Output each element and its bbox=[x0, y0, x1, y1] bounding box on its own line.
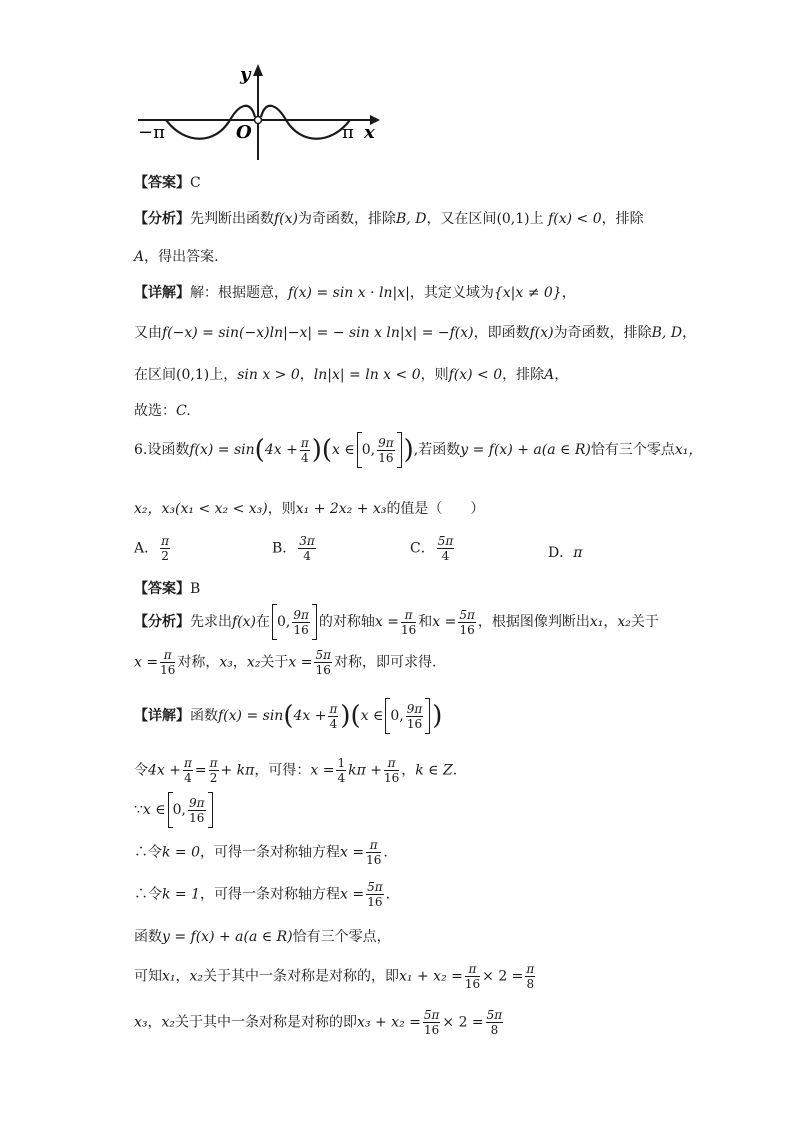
formula: f(x) bbox=[232, 614, 257, 630]
option-b[interactable] bbox=[272, 534, 318, 563]
formula: k ∈ Z bbox=[415, 762, 453, 779]
formula: y = f(x) + a(a ∈ R) bbox=[460, 442, 591, 458]
formula: 0, bbox=[277, 614, 291, 630]
fraction bbox=[160, 534, 170, 563]
detail-1-line-4 bbox=[134, 400, 191, 420]
paren: ) bbox=[311, 435, 322, 465]
text: 上， bbox=[209, 367, 238, 383]
fraction bbox=[300, 436, 310, 465]
text: ， bbox=[561, 285, 576, 301]
fraction bbox=[188, 796, 206, 825]
den: 16 bbox=[459, 622, 475, 637]
text: 令 bbox=[134, 762, 148, 779]
text: 又由 bbox=[134, 325, 162, 341]
text: ， bbox=[232, 654, 247, 671]
formula: f(x) = sin x · ln|x| bbox=[288, 285, 410, 301]
den: 16 bbox=[423, 1023, 440, 1037]
option-label: D． bbox=[548, 545, 574, 561]
formula: f(x) bbox=[529, 325, 554, 341]
formula: x₂， bbox=[134, 501, 162, 517]
origin-hole bbox=[255, 117, 262, 124]
fraction bbox=[209, 756, 219, 785]
text: 先判断出函数 bbox=[190, 211, 274, 227]
num: π bbox=[401, 608, 416, 623]
formula: x₃(x₁ < x₂ < x₃) bbox=[161, 501, 268, 517]
bracket bbox=[312, 604, 317, 640]
den: 16 bbox=[400, 622, 417, 637]
answer-value: C bbox=[190, 175, 201, 191]
text: ， bbox=[299, 367, 314, 383]
text: ， bbox=[682, 325, 697, 341]
fraction bbox=[183, 756, 193, 785]
text: 设函数 bbox=[147, 442, 190, 458]
analysis-2-line-1 bbox=[134, 604, 659, 640]
text: A bbox=[134, 249, 145, 265]
num: 9π bbox=[293, 607, 309, 622]
fraction bbox=[366, 880, 384, 909]
num: 5π bbox=[367, 880, 383, 894]
den: 16 bbox=[383, 771, 400, 785]
detail-1-line-3 bbox=[134, 364, 568, 384]
bracket bbox=[397, 432, 402, 468]
num: 5π bbox=[423, 1008, 440, 1022]
text: ，则 bbox=[420, 367, 449, 383]
question-6-line-1 bbox=[134, 432, 702, 468]
formula: x = bbox=[310, 762, 335, 779]
formula: x = bbox=[432, 614, 457, 630]
den: 16 bbox=[378, 450, 394, 465]
text: 的值是（ ） bbox=[386, 501, 485, 517]
formula: x ∈ bbox=[360, 708, 384, 724]
text: 先求出 bbox=[190, 614, 232, 630]
paren: ( bbox=[350, 701, 361, 731]
origin-label: O bbox=[236, 122, 252, 143]
formula: x₁ bbox=[162, 968, 176, 985]
text: . bbox=[452, 762, 458, 779]
answer-value: B bbox=[190, 581, 201, 597]
formula: kπ + bbox=[348, 762, 382, 779]
fraction bbox=[160, 648, 175, 677]
fraction bbox=[406, 702, 424, 731]
answer-line-1 bbox=[134, 172, 201, 192]
analysis-tag: 【分析】 bbox=[134, 211, 190, 227]
formula: x = bbox=[340, 886, 365, 903]
paren: ( bbox=[254, 435, 265, 465]
formula: (0,1) bbox=[176, 367, 210, 383]
option-d[interactable] bbox=[548, 542, 582, 562]
analysis-tag: 【分析】 bbox=[134, 614, 190, 630]
den: 16 bbox=[189, 810, 205, 825]
den: 4 bbox=[337, 771, 346, 785]
option-label: C． bbox=[410, 540, 435, 557]
curve-right bbox=[261, 106, 350, 139]
formula: x₁ bbox=[589, 614, 604, 630]
option-c[interactable] bbox=[410, 534, 456, 563]
fraction bbox=[486, 1008, 504, 1037]
formula: 0, bbox=[172, 802, 186, 818]
num: π bbox=[300, 435, 309, 450]
analysis-1-line-2 bbox=[134, 246, 219, 266]
formula: x₂ bbox=[161, 1014, 176, 1031]
num: 5π bbox=[315, 648, 331, 662]
detail-tag: 【详解】 bbox=[134, 708, 190, 724]
formula: x₃ bbox=[219, 654, 233, 671]
formula: x₃ bbox=[134, 1014, 148, 1031]
den: 4 bbox=[184, 771, 192, 785]
formula: 0, bbox=[390, 708, 404, 724]
formula: x₁ + 2x₂ + x₃ bbox=[295, 501, 387, 517]
den: 16 bbox=[464, 977, 481, 991]
fraction bbox=[458, 608, 476, 637]
detail-2-line-6 bbox=[134, 926, 391, 946]
text: ，排除 bbox=[502, 367, 545, 383]
formula: f(x) bbox=[274, 211, 299, 227]
formula: x₁ + x₂ = bbox=[399, 968, 463, 985]
fraction bbox=[366, 838, 381, 867]
formula: 4x + bbox=[293, 708, 327, 724]
text: 解：根据题意， bbox=[190, 285, 288, 301]
den: 16 bbox=[293, 622, 309, 637]
fraction bbox=[298, 534, 316, 563]
formula: + kπ bbox=[220, 762, 255, 779]
den: 8 bbox=[490, 1023, 499, 1037]
detail-2-line-7 bbox=[134, 962, 537, 991]
paren: ) bbox=[403, 435, 414, 465]
option-label: B． bbox=[272, 540, 297, 557]
text: ，又在区间 bbox=[426, 211, 497, 227]
text: ，可得： bbox=[254, 762, 311, 779]
formula: = bbox=[194, 762, 207, 779]
num: 9π bbox=[406, 701, 423, 716]
bracket bbox=[425, 698, 430, 734]
detail-1-line-2 bbox=[134, 322, 696, 342]
fraction bbox=[525, 962, 535, 991]
text: ，则 bbox=[267, 501, 296, 517]
formula: × 2 = bbox=[442, 1014, 484, 1031]
formula: f(x) = sin bbox=[189, 442, 255, 458]
answer-tag: 【答案】 bbox=[134, 581, 190, 597]
num: π bbox=[160, 648, 175, 663]
formula: x₃ + x₂ = bbox=[357, 1014, 421, 1031]
num: 5π bbox=[459, 607, 475, 622]
formula: x = bbox=[288, 654, 313, 671]
paren: ) bbox=[340, 701, 351, 731]
text: B, D bbox=[396, 211, 427, 227]
num: 9π bbox=[189, 795, 205, 810]
analysis-1-line-1 bbox=[134, 208, 644, 228]
formula: x = bbox=[340, 844, 365, 861]
option-label: A． bbox=[134, 540, 159, 557]
num: π bbox=[161, 534, 170, 548]
num: π bbox=[329, 701, 338, 716]
text: 关于其中一条对称是对称的，即 bbox=[203, 968, 400, 985]
x-label: x bbox=[364, 122, 375, 143]
detail-1-line-1 bbox=[134, 282, 576, 302]
question-6-line-2 bbox=[134, 498, 484, 518]
text: ， bbox=[554, 367, 569, 383]
fraction bbox=[314, 648, 332, 677]
text: 在 bbox=[256, 614, 271, 630]
formula: {x|x ≠ 0} bbox=[493, 285, 562, 301]
formula: x ∈ bbox=[142, 802, 166, 818]
bracket bbox=[208, 792, 213, 828]
detail-2-line-3 bbox=[134, 792, 215, 828]
formula: x₁， bbox=[674, 442, 703, 458]
text: ， bbox=[401, 762, 416, 779]
detail-2-line-4 bbox=[134, 838, 388, 867]
text: B, D bbox=[651, 325, 683, 341]
text: A bbox=[544, 367, 555, 383]
num: 5π bbox=[486, 1008, 503, 1022]
question-number: 6. bbox=[134, 442, 148, 458]
fraction bbox=[401, 608, 416, 637]
text: 恰有三个零点 bbox=[590, 442, 675, 458]
fraction bbox=[384, 756, 399, 785]
num: 9π bbox=[378, 435, 394, 450]
den: 16 bbox=[160, 663, 176, 677]
text: 关于 bbox=[260, 654, 289, 671]
formula: f(x) = sin bbox=[218, 708, 284, 724]
text: ∴令 bbox=[134, 886, 162, 903]
formula: 0, bbox=[361, 442, 376, 458]
den: 4 bbox=[300, 450, 309, 465]
text: ，其定义域为 bbox=[409, 285, 494, 301]
formula: (0,1) bbox=[496, 211, 530, 227]
text: 对称，即可求得. bbox=[334, 654, 437, 671]
paren: ( bbox=[283, 701, 294, 731]
fraction bbox=[465, 962, 480, 991]
den: 4 bbox=[303, 549, 311, 563]
option-a[interactable] bbox=[134, 534, 172, 563]
text: C. bbox=[176, 403, 191, 419]
fraction bbox=[336, 756, 346, 785]
answer-line-2 bbox=[134, 578, 200, 598]
text: 可知 bbox=[134, 968, 162, 985]
formula: x₂ bbox=[617, 614, 631, 630]
text: 对称， bbox=[177, 654, 220, 671]
text: 在区间 bbox=[134, 367, 176, 383]
option-value: π bbox=[573, 545, 583, 561]
text: ，得出答案. bbox=[144, 249, 219, 265]
text: . bbox=[383, 844, 388, 861]
text: 的对称轴 bbox=[318, 614, 375, 630]
fraction bbox=[437, 534, 455, 563]
formula: f(−x) = sin(−x)ln|−x| = − sin x ln|x| = −f(x) bbox=[162, 325, 474, 341]
sine-log-graph bbox=[130, 60, 390, 170]
analysis-2-line-2 bbox=[134, 648, 436, 677]
text: 函数 bbox=[134, 929, 162, 945]
formula: k = 1 bbox=[162, 886, 201, 903]
text: ，可得一条对称轴方程 bbox=[200, 844, 341, 861]
text: ， bbox=[603, 614, 618, 630]
formula: x = bbox=[374, 614, 399, 630]
formula: sin x > 0 bbox=[237, 367, 300, 383]
text: ，排除 bbox=[601, 211, 644, 227]
text: . bbox=[385, 886, 391, 903]
num: 5π bbox=[437, 534, 454, 548]
detail-2-line-8 bbox=[134, 1008, 505, 1037]
text: 关于其中一条对称是对称的即 bbox=[175, 1014, 358, 1031]
text: 函数 bbox=[190, 708, 218, 724]
text: ∴令 bbox=[134, 844, 162, 861]
den: 4 bbox=[329, 716, 338, 731]
formula: 4x + bbox=[264, 442, 298, 458]
formula: × 2 = bbox=[482, 968, 524, 985]
text: ， bbox=[175, 968, 190, 985]
formula: x ∈ bbox=[332, 442, 355, 458]
text: 恰有三个零点， bbox=[292, 929, 391, 945]
formula: f(x) < 0 bbox=[448, 367, 503, 383]
y-axis-arrow bbox=[253, 64, 263, 76]
text: 为奇函数，排除 bbox=[553, 325, 652, 341]
pi-label: π bbox=[342, 122, 354, 143]
formula: 4x + bbox=[148, 762, 181, 779]
formula: ln|x| = ln x < 0 bbox=[313, 367, 421, 383]
text: ，即函数 bbox=[473, 325, 530, 341]
detail-2-line-2 bbox=[134, 756, 457, 785]
formula: y = f(x) + a(a ∈ R) bbox=[162, 929, 293, 945]
num: π bbox=[465, 962, 480, 977]
text: 上 bbox=[529, 211, 544, 227]
y-label: y bbox=[240, 64, 251, 85]
num: 1 bbox=[337, 756, 346, 770]
fraction bbox=[423, 1008, 441, 1037]
den: 2 bbox=[161, 549, 169, 563]
num: π bbox=[366, 838, 381, 853]
fraction bbox=[328, 702, 338, 731]
paren: ) bbox=[432, 701, 443, 731]
paren: ( bbox=[321, 435, 333, 465]
den: 4 bbox=[441, 549, 450, 563]
neg-pi-label: −π bbox=[138, 122, 165, 143]
text: 为奇函数，排除 bbox=[298, 211, 397, 227]
num: π bbox=[183, 756, 192, 770]
num: π bbox=[209, 756, 218, 770]
text: ,若函数 bbox=[413, 442, 461, 458]
detail-2-line-1 bbox=[134, 698, 442, 734]
den: 16 bbox=[367, 895, 383, 909]
text: ∵ bbox=[134, 802, 143, 818]
fraction bbox=[292, 608, 310, 637]
num: π bbox=[384, 756, 399, 771]
den: 16 bbox=[406, 716, 423, 731]
den: 16 bbox=[366, 853, 382, 867]
formula: f(x) < 0 bbox=[548, 211, 602, 227]
formula: x = bbox=[134, 654, 159, 671]
detail-tag: 【详解】 bbox=[134, 285, 190, 301]
den: 16 bbox=[315, 663, 331, 677]
formula: k = 0 bbox=[162, 844, 201, 861]
den: 2 bbox=[209, 771, 218, 785]
formula: x₂ bbox=[189, 968, 204, 985]
text: ，根据图像判断出 bbox=[477, 614, 590, 630]
answer-tag: 【答案】 bbox=[134, 175, 190, 191]
text: 故选： bbox=[134, 403, 176, 419]
num: 3π bbox=[299, 534, 315, 548]
formula: x₂ bbox=[246, 654, 261, 671]
detail-2-line-5 bbox=[134, 880, 390, 909]
num: π bbox=[526, 962, 535, 976]
text: ， bbox=[147, 1014, 162, 1031]
text: 和 bbox=[418, 614, 433, 630]
den: 8 bbox=[526, 977, 535, 991]
fraction bbox=[377, 436, 395, 465]
text: ，可得一条对称轴方程 bbox=[200, 886, 341, 903]
text: 关于 bbox=[630, 614, 659, 630]
